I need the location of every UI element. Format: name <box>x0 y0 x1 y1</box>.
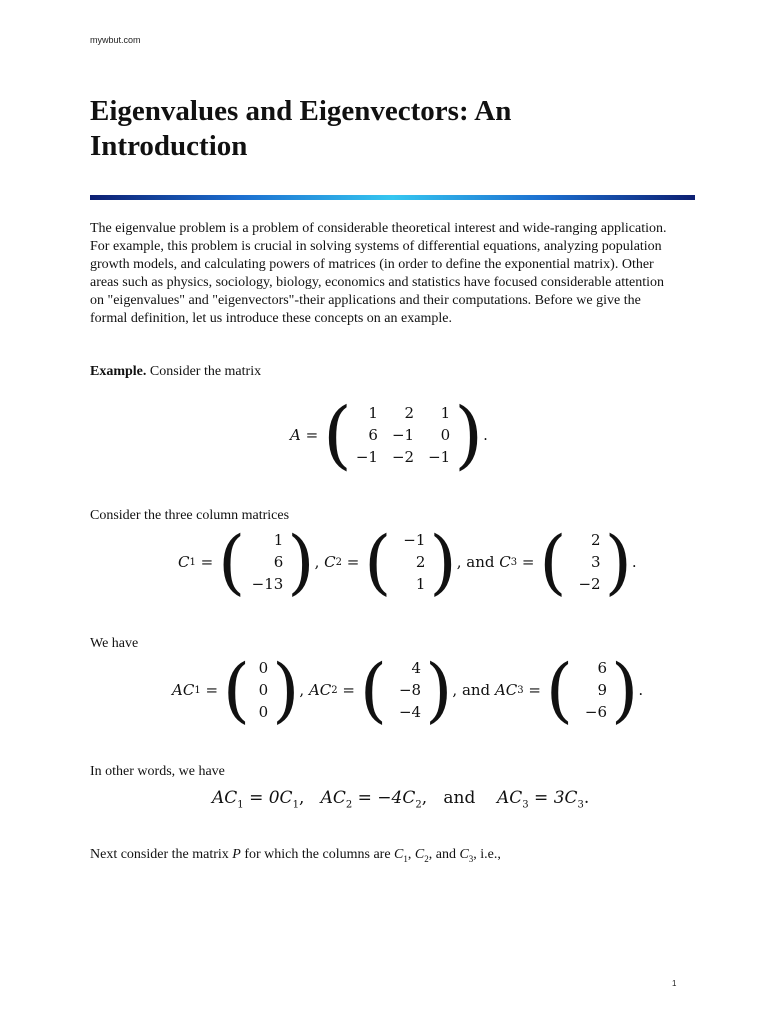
matrix-a-cell: −1 <box>428 448 451 466</box>
matrix-a-cell: 6 <box>368 426 378 444</box>
ac1-name: AC <box>172 681 195 699</box>
c1-name: C <box>178 553 190 571</box>
ac1-sub: 1 <box>194 684 201 696</box>
ac2-name: AC <box>308 681 332 699</box>
matrix-a-cell: 2 <box>404 404 415 422</box>
matrix-a-cell: 1 <box>368 404 378 422</box>
matrix-a-cell: 1 <box>440 404 451 422</box>
matrix-c3-cell: −2 <box>578 575 601 593</box>
matrix-c1-cell: 6 <box>273 553 284 571</box>
matrix-a: ( 1 2 1 6 −1 0 −1 −2 −1 ) <box>322 392 484 478</box>
relation-rhs-sub: 2 <box>415 799 422 811</box>
intro-paragraph: The eigenvalue problem is a problem of considerable theoretical interest and wide-ranging application. For example, this problem is crucial in solving systems of differential equations, analyzing population growth models, and calculating powers of matrices (in order to define the exponential matrix). Other areas such as physics, sociology, biology, economics and statistics have focused considerable attention on "eigenvalues" and "eigenvectors"-their applications and their computations. Before we give the formal definition, let us introduce these concepts on an example. <box>90 221 667 326</box>
matrix-ac1-cell: 0 <box>258 681 269 699</box>
matrix-ac3: ( 6 9 −6 ) <box>545 649 639 731</box>
ac2-sub: 2 <box>331 684 338 696</box>
next-text: for which the columns are <box>240 847 395 862</box>
c-name: C <box>459 847 469 862</box>
column-matrices-equation: C 1 = ( 1 6 −13 ) , C 2 = ( −1 2 1 ) , and C 3 = ( 2 3 −2 ) . <box>178 521 637 603</box>
relation-rhs-sub: 1 <box>292 799 299 811</box>
c-name: C <box>414 847 425 862</box>
matrix-a-name: A <box>290 426 301 444</box>
relation-lhs-sub: 2 <box>345 799 353 811</box>
matrix-c1-cell: −13 <box>251 575 284 593</box>
example-text: Consider the matrix <box>146 364 262 379</box>
next-paragraph <box>90 846 670 868</box>
page-number: 1 <box>672 979 677 988</box>
next-text: , and <box>428 847 460 862</box>
relation-lhs: AC <box>496 788 523 808</box>
c1-sub: 1 <box>189 556 196 568</box>
matrix-c1-cell: 1 <box>273 531 284 549</box>
site-header: mywbut.com <box>90 35 141 45</box>
matrix-a-cell: −1 <box>391 426 415 444</box>
c2-sub: 2 <box>335 556 342 568</box>
and-word: and <box>461 681 491 699</box>
relation-rhs: 0C <box>268 788 293 808</box>
matrix-ac2-cell: 4 <box>411 659 422 677</box>
matrix-c3-cell: 3 <box>591 553 601 571</box>
matrix-ac1-cell: 0 <box>258 703 269 721</box>
page-title: Eigenvalues and Eigenvectors: An Introduction <box>90 95 512 162</box>
relation-rhs: −4C <box>377 788 416 808</box>
relation-lhs: AC <box>320 788 346 808</box>
we-have-paragraph: We have <box>90 636 139 651</box>
matrix-ac3-cell: 6 <box>597 659 608 677</box>
matrix-c1: ( 1 6 −13 ) <box>217 521 315 603</box>
relation-lhs-sub: 1 <box>237 799 244 811</box>
matrix-ac3-cell: 9 <box>597 681 608 699</box>
c-sub: 2 <box>424 853 429 864</box>
example-paragraph <box>90 363 670 381</box>
example-label: Example. <box>90 364 147 379</box>
matrix-ac1: ( 0 0 0 ) <box>222 649 300 731</box>
matrix-c2-cell: 1 <box>415 575 426 593</box>
ac3-sub: 3 <box>517 684 524 696</box>
c3-sub: 3 <box>510 556 518 568</box>
matrix-c2-cell: −1 <box>403 531 426 549</box>
matrix-ac3-cell: −6 <box>584 703 608 721</box>
next-text: , i.e., <box>473 847 501 862</box>
and-word: and <box>443 788 476 808</box>
relation-lhs-sub: 3 <box>522 799 529 811</box>
relations-equation: $AC_1 = 0C_1$, $AC_2 = -4C_2$, and $AC_3 = 3C_3$. <box>212 788 590 811</box>
c-name: C <box>394 847 404 862</box>
matrix-a-equation: A = ( 1 2 1 6 −1 0 −1 −2 −1 ) . <box>290 392 488 478</box>
and-word: and <box>466 553 495 571</box>
matrix-c3: ( 2 3 −2 ) <box>539 521 632 603</box>
matrix-c2-cell: 2 <box>415 553 426 571</box>
columns-paragraph: Consider the three column matrices <box>90 508 290 523</box>
matrix-ac2-cell: −4 <box>398 703 422 721</box>
next-text: Next consider the matrix <box>90 847 233 862</box>
products-equation: AC 1 = ( 0 0 0 ) , AC 2 = ( 4 −8 −4 ) , and AC 3 = ( 6 9 −6 ) . <box>172 649 644 731</box>
c2-name: C <box>324 553 336 571</box>
title-divider <box>90 195 695 200</box>
matrix-a-cell: −2 <box>391 448 415 466</box>
c3-name: C <box>499 553 511 571</box>
other-words-paragraph: In other words, we have <box>90 764 225 779</box>
matrix-ac2-cell: −8 <box>398 681 422 699</box>
matrix-a-cell: −1 <box>355 448 378 466</box>
c-sub: 3 <box>468 853 474 864</box>
matrix-ac2: ( 4 −8 −4 ) <box>359 649 453 731</box>
matrix-p-name: P <box>232 847 241 862</box>
relation-rhs: 3C <box>553 788 578 808</box>
ac3-name: AC <box>494 681 518 699</box>
relation-rhs-sub: 3 <box>577 799 584 811</box>
matrix-ac1-cell: 0 <box>258 659 269 677</box>
matrix-c2: ( −1 2 1 ) <box>364 521 457 603</box>
c-sub: 1 <box>403 853 408 864</box>
relation-lhs: AC <box>212 788 238 808</box>
next-text: , <box>407 847 415 862</box>
matrix-c3-cell: 2 <box>591 531 601 549</box>
matrix-a-cell: 0 <box>440 426 451 444</box>
